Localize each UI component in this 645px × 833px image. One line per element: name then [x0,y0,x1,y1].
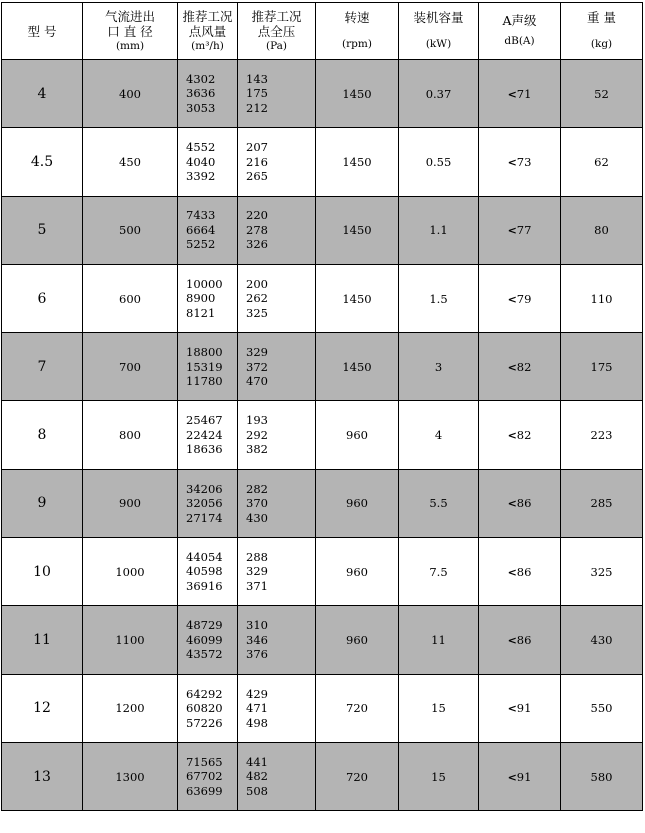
cell-power: 0.37 [399,60,479,128]
cell-weight: 580 [561,742,643,810]
noise-value: 82 [516,359,532,374]
cell-speed: 720 [316,742,399,810]
table-row [2,742,643,810]
cell-pressure [238,606,316,674]
header-row [2,3,643,60]
cell-noise [479,264,561,332]
cell-model: 11 [2,606,83,674]
cell-flow [178,333,238,401]
flow-value: 36916 [186,578,223,593]
cell-diameter: 1300 [83,742,178,810]
cell-diameter: 1200 [83,674,178,742]
less-than-symbol: < [507,497,517,511]
pressure-value: 329 [246,345,268,360]
cell-pressure [238,60,316,128]
less-than-symbol: < [507,429,517,443]
cell-power: 3 [399,333,479,401]
pressure-value: 508 [246,783,268,798]
cell-weight: 325 [561,538,643,606]
cell-weight: 62 [561,128,643,196]
cell-diameter: 900 [83,469,178,537]
noise-value: 86 [516,496,532,511]
table-row [2,606,643,674]
flow-value: 4302 [186,71,216,86]
less-than-symbol: < [507,770,517,784]
pressure-value: 498 [246,715,268,730]
header-power [399,3,479,60]
cell-flow [178,606,238,674]
cell-diameter: 400 [83,60,178,128]
pressure-value: 470 [246,374,268,389]
flow-value: 11780 [186,374,223,389]
header-power-label: 装机容量 [413,10,464,25]
cell-noise [479,538,561,606]
pressure-value: 292 [246,427,268,442]
header-power-unit: (kW) [425,38,452,50]
less-than-symbol: < [507,155,517,169]
flow-value: 8121 [186,305,216,320]
noise-value: 86 [516,564,532,579]
header-model [2,3,83,60]
table-row [2,538,643,606]
pressure-value: 220 [246,208,268,223]
cell-diameter: 600 [83,264,178,332]
header-speed-label: 转速 [344,10,370,25]
less-than-symbol: < [507,224,517,238]
cell-noise [479,401,561,469]
table-row [2,128,643,196]
cell-flow [178,264,238,332]
pressure-value: 207 [246,140,268,155]
flow-value: 44054 [186,549,223,564]
cell-model: 7 [2,333,83,401]
cell-model: 6 [2,264,83,332]
flow-value: 48729 [186,618,223,633]
table-row [2,60,643,128]
pressure-value: 200 [246,276,268,291]
cell-power: 1.1 [399,196,479,264]
noise-value: 86 [516,633,532,648]
header-weight-label: 重 量 [587,10,616,25]
flow-value: 64292 [186,686,223,701]
cell-flow [178,742,238,810]
header-speed [316,3,399,60]
noise-value: 91 [516,769,532,784]
header-diameter-unit: (mm) [115,39,145,52]
flow-value: 18800 [186,345,223,360]
flow-value: 5252 [186,237,216,252]
cell-pressure [238,469,316,537]
cell-diameter: 500 [83,196,178,264]
flow-value: 40598 [186,564,223,579]
cell-speed: 960 [316,538,399,606]
pressure-value: 288 [246,549,268,564]
cell-weight: 80 [561,196,643,264]
pressure-value: 265 [246,169,268,184]
cell-diameter: 1000 [83,538,178,606]
pressure-value: 212 [246,100,268,115]
pressure-value: 278 [246,222,268,237]
header-noise-unit: dB(A) [504,35,535,47]
cell-weight: 223 [561,401,643,469]
pressure-value: 370 [246,496,268,511]
cell-noise [479,128,561,196]
noise-value: 82 [516,428,532,443]
cell-weight: 550 [561,674,643,742]
cell-model: 10 [2,538,83,606]
cell-noise [479,606,561,674]
flow-value: 63699 [186,783,223,798]
cell-power: 1.5 [399,264,479,332]
cell-speed: 960 [316,469,399,537]
cell-noise [479,469,561,537]
cell-weight: 430 [561,606,643,674]
table-row [2,674,643,742]
flow-value: 15319 [186,359,223,374]
pressure-value: 429 [246,686,268,701]
cell-flow [178,128,238,196]
cell-model: 5 [2,196,83,264]
cell-power: 4 [399,401,479,469]
header-pressure [238,3,316,60]
noise-value: 71 [516,86,532,101]
cell-noise [479,60,561,128]
pressure-value: 471 [246,701,268,716]
noise-value: 73 [516,154,532,169]
header-flow-unit: (m³/h) [191,39,224,52]
cell-power: 11 [399,606,479,674]
pressure-value: 371 [246,578,268,593]
cell-pressure [238,196,316,264]
less-than-symbol: < [507,634,517,648]
table-row [2,469,643,537]
cell-speed: 960 [316,401,399,469]
flow-value: 22424 [186,427,223,442]
pressure-value: 326 [246,237,268,252]
cell-flow [178,469,238,537]
header-pressure-line1: 推荐工况 [251,8,302,24]
pressure-value: 430 [246,510,268,525]
flow-value: 3636 [186,86,216,101]
cell-weight: 110 [561,264,643,332]
flow-value: 71565 [186,754,223,769]
pressure-value: 282 [246,481,268,496]
pressure-value: 143 [246,71,268,86]
less-than-symbol: < [507,565,517,579]
cell-power: 15 [399,742,479,810]
cell-pressure [238,128,316,196]
cell-flow [178,674,238,742]
cell-speed: 960 [316,606,399,674]
flow-value: 18636 [186,442,223,457]
header-model-label: 型 号 [27,23,57,39]
less-than-symbol: < [507,702,517,716]
flow-value: 4552 [186,140,216,155]
header-weight [561,3,643,60]
flow-value: 46099 [186,632,223,647]
cell-diameter: 800 [83,401,178,469]
cell-diameter: 1100 [83,606,178,674]
cell-speed: 1450 [316,60,399,128]
flow-value: 43572 [186,647,223,662]
cell-pressure [238,742,316,810]
cell-diameter: 700 [83,333,178,401]
pressure-value: 262 [246,291,268,306]
cell-diameter: 450 [83,128,178,196]
cell-model: 13 [2,742,83,810]
cell-model: 12 [2,674,83,742]
cell-power: 7.5 [399,538,479,606]
table-row [2,333,643,401]
header-weight-unit: (kg) [590,38,613,50]
flow-value: 32056 [186,496,223,511]
less-than-symbol: < [507,292,517,306]
cell-pressure [238,401,316,469]
cell-pressure [238,264,316,332]
pressure-value: 193 [246,413,268,428]
cell-noise [479,196,561,264]
cell-power: 0.55 [399,128,479,196]
noise-value: 91 [516,701,532,716]
header-pressure-unit: (Pa) [265,39,288,52]
header-speed-unit: (rpm) [342,38,372,50]
cell-pressure [238,538,316,606]
pressure-value: 325 [246,305,268,320]
pressure-value: 382 [246,442,268,457]
cell-noise [479,742,561,810]
table-row [2,264,643,332]
cell-pressure [238,674,316,742]
cell-model: 4 [2,60,83,128]
pressure-value: 216 [246,154,268,169]
pressure-value: 372 [246,359,268,374]
cell-speed: 1450 [316,128,399,196]
pressure-value: 346 [246,632,268,647]
flow-value: 3392 [186,169,216,184]
cell-weight: 52 [561,60,643,128]
cell-power: 5.5 [399,469,479,537]
cell-weight: 285 [561,469,643,537]
cell-model: 4.5 [2,128,83,196]
flow-value: 67702 [186,769,223,784]
cell-weight: 175 [561,333,643,401]
cell-model: 9 [2,469,83,537]
flow-value: 6664 [186,222,216,237]
table-row [2,401,643,469]
less-than-symbol: < [507,87,517,101]
flow-value: 27174 [186,510,223,525]
header-noise-label: A声级 [502,13,537,28]
pressure-value: 376 [246,647,268,662]
cell-flow [178,60,238,128]
noise-value: 79 [516,291,532,306]
table-body [2,60,643,811]
flow-value: 4040 [186,154,216,169]
header-flow-line2: 点风量 [188,23,227,39]
cell-flow [178,538,238,606]
pressure-value: 329 [246,564,268,579]
flow-value: 8900 [186,291,216,306]
cell-speed: 1450 [316,264,399,332]
header-diameter-line2: 口 直 径 [107,23,153,39]
flow-value: 3053 [186,100,216,115]
fan-spec-table [1,2,643,811]
pressure-value: 441 [246,754,268,769]
cell-model: 8 [2,401,83,469]
header-pressure-line2: 点全压 [257,23,296,39]
less-than-symbol: < [507,360,517,374]
flow-value: 57226 [186,715,223,730]
flow-value: 60820 [186,701,223,716]
cell-pressure [238,333,316,401]
flow-value: 10000 [186,276,223,291]
flow-value: 34206 [186,481,223,496]
cell-flow [178,401,238,469]
cell-flow [178,196,238,264]
cell-noise [479,333,561,401]
flow-value: 7433 [186,208,216,223]
pressure-value: 310 [246,618,268,633]
noise-value: 77 [516,223,532,238]
pressure-value: 482 [246,769,268,784]
cell-power: 15 [399,674,479,742]
header-flow-line1: 推荐工况 [182,8,233,24]
header-diameter-line1: 气流进出 [104,8,155,24]
header-diameter [83,3,178,60]
flow-value: 25467 [186,413,223,428]
cell-speed: 1450 [316,333,399,401]
table-row [2,196,643,264]
pressure-value: 175 [246,86,268,101]
cell-noise [479,674,561,742]
cell-speed: 1450 [316,196,399,264]
header-noise [479,3,561,60]
header-flow [178,3,238,60]
cell-speed: 720 [316,674,399,742]
